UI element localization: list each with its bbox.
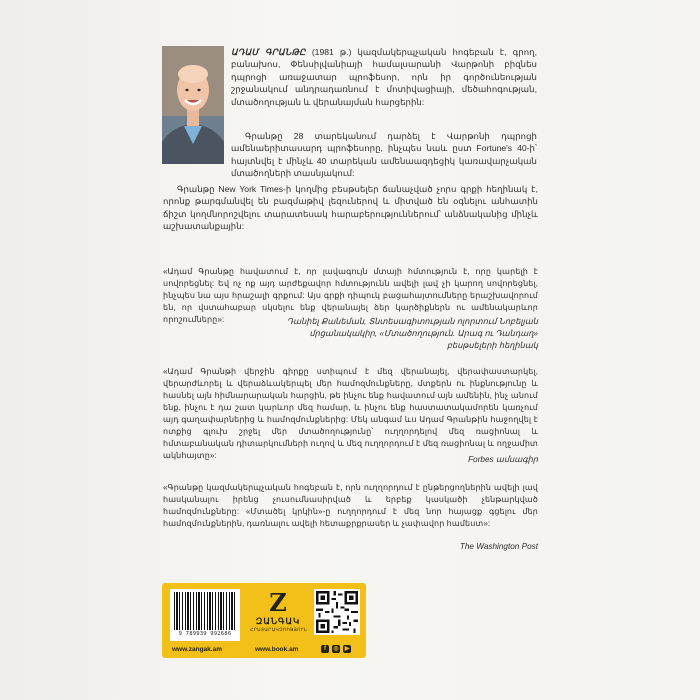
review-attribution-1: Դանիել Քանեման, Տնտեսագիտության ոլորտում Նոբելյան մրցանակակիր, «Մտածողություն. Արագ ու Դանդաղ» բեսթսելերի հեղինակ <box>286 317 538 350</box>
review-quote-1: «Ադամ Գրանթը հավատում է, որ լավագույն մտայի հմտություն է, որը կարելի է սովորեցնել: Եվ ոչ ոք այդ արժեքավոր հմտությունն ավելի լավ չի կարող սովորեցնել, ինչպես նա այս հրաշալի գրքում: Այս գրքի դիպուկ բացահայտումները երաշխավորում են, որ վստահաբար սկսելու ենք վերանայել ձեր կարծիքներն ու ամենակարևոր որոշումները»: <box>163 267 538 324</box>
author-paragraph-2: Գրանթը 28 տարեկանում դարձել է Վարթոնի դպրոցի ամենաերիտասարդ պրոֆեսորը, ինչպես նաև ըստ Fortune's 40-ի՝ հայտնվել է մինչև 40 տարեկան ամենաազդեցիկ կառավարչական մտածողների տասնյակում: <box>231 131 537 179</box>
publisher-tagline: ՀՐԱՏԱՐԱԿՉՈՒԹՅՈՒՆ <box>250 627 308 632</box>
website-link-zangak[interactable]: www.zangak.am <box>172 646 222 653</box>
review-attribution-2: Forbes ամսագիր <box>468 455 538 464</box>
publisher-name: ԶԱՆԳԱԿ <box>255 616 301 626</box>
youtube-icon[interactable]: ▶ <box>344 646 350 652</box>
facebook-icon[interactable]: f <box>321 645 329 653</box>
author-bio <box>231 46 537 108</box>
author-paragraph-3: Գրանթը New York Times-ի կողմից բեսթսելեր ճանաչված չորս գրքի հեղինակ է, որոնք թարգմանվել են բազմաթիվ լեզուներով և միտված են օգնելու անհատին ճիշտ կողմնորոշվելու տարատեսակ հարաբերություններում՝ անձնականից մինչև աշխատանքային: <box>163 184 538 232</box>
website-link-book[interactable]: www.book.am <box>255 646 299 653</box>
instagram-icon[interactable]: ◎ <box>333 646 339 652</box>
publisher-mark: Z <box>269 588 287 617</box>
barcode-bars <box>174 592 236 630</box>
isbn-barcode <box>170 589 240 641</box>
author-name: ԱԴԱՄ ԳՐԱՆԹԸ <box>231 47 306 57</box>
social-icons <box>321 645 351 653</box>
review-quote-2: «Ադամ Գրանթի վերջին գիրքը ստիպում է մեզ վերանայել, վերափաստարկել, վերարժևորել և վերաձևակերպել մեր համոզմունքները, մտքերն ու ինքնությունը և հասնել այն հիմնարարական հարցին, թե ինչու ենք հավատում այն ամենին, ինչ անում ենք, ինչու է դա շատ կարևոր մեզ համար, և ինչու ենք հաստատակամորեն կառչում այդ գաղափարներից և համոզմունքներից: Մեկ անգամ ևս Ադամ Գրանթին հաջողվել է ոտքից գլուխ շրջել մեր մտածողությունը՝ ուղղորդելով մեզ ռացիոնալ և հմտաբանական դիտարկումների ուղով և մեզ ուղղորդում է մեզ ռացիոնալ և ողջամիտ ակնհայտը»: <box>163 367 538 460</box>
author-photo <box>162 46 224 164</box>
review-attribution-3: The Washington Post <box>459 542 538 551</box>
review-quote-3: «Գրանթը կազմակերպչական հոգեբան է, որն ուղղորդում է ընթերցողներին ավելի լավ հասկանալու իրենց չուսումնասիրված և երբեք կասկածի չենթարկված համոզմունքները: «Մտածել կրկին»-ը ուղղորդում է մեզ նոր հայացք գցելու մեր համոզմունքներին, դառնալու ավելի հետաքրքրասեր և չափավոր համեստ»: <box>163 483 538 528</box>
isbn-number: 9 789939 992686 <box>178 631 232 637</box>
publisher-strip <box>162 643 366 658</box>
author-bio-text: (1981 թ.) կազմակերպչական հոգեբան է, գրող, բանախոս, Փենսիլվանիայի համալսարանի Վարթոնի բիզնես դպրոցի առաջատար պրոֆեսոր, որն իր գործունեության շրջանակում անդրադառնում է մոտիվացիայի, մեծահոգության, մտածողության և վերանայման հարցերին: <box>231 47 538 107</box>
qr-code <box>314 589 360 635</box>
publisher-logo <box>250 590 306 638</box>
